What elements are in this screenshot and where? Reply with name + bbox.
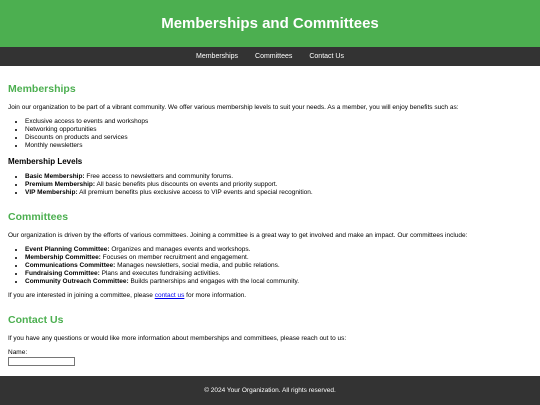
contact-section: [8, 314, 532, 366]
main-nav: [0, 47, 540, 66]
committee-desc: Manages newsletters, social media, and public relations.: [115, 262, 280, 269]
committees-heading: Committees: [8, 211, 69, 223]
committees-intro: Our organization is driven by the efforts of various committees. Joining a committee is a great way to get involved and make an impact. Our committees include:: [8, 232, 468, 239]
level-desc: All premium benefits plus exclusive access to VIP events and special recognition.: [77, 189, 313, 196]
name-field[interactable]: [8, 357, 75, 366]
level-item: [25, 173, 532, 181]
level-desc: All basic benefits plus discounts on events and priority support.: [95, 181, 278, 188]
committee-name: Event Planning Committee:: [25, 246, 110, 253]
nav-link-committees[interactable]: Committees: [255, 53, 293, 60]
committee-item: [25, 270, 532, 278]
contact-form: [8, 349, 532, 366]
committee-item: [25, 254, 532, 262]
contact-us-link[interactable]: contact us: [154, 292, 185, 299]
level-name: Basic Membership:: [25, 173, 85, 180]
join-committee-text: [8, 292, 532, 300]
levels-list: [8, 173, 532, 197]
copyright-text: © 2024 Your Organization. All rights reserved.: [204, 387, 336, 394]
committee-name: Communications Committee:: [25, 262, 116, 269]
join-text-before: If you are interested in joining a committee, please: [8, 292, 155, 299]
committee-name: Fundraising Committee:: [25, 270, 100, 277]
membership-levels-heading: Membership Levels: [8, 157, 83, 166]
memberships-heading: Memberships: [8, 83, 76, 95]
main-content: [8, 66, 532, 366]
nav-link-contact-us[interactable]: Contact Us: [309, 53, 344, 60]
level-item: [25, 189, 532, 197]
level-item: [25, 181, 532, 189]
committee-desc: Builds partnerships and engages with the local community.: [128, 278, 300, 285]
name-label: Name:: [8, 349, 28, 356]
committee-item: [25, 278, 532, 286]
site-footer: [0, 376, 540, 405]
committees-section: [8, 211, 532, 300]
level-desc: Free access to newsletters and community forums.: [84, 173, 234, 180]
committee-desc: Organizes and manages events and workshops.: [109, 246, 251, 253]
benefit-item: • Monthly newsletters: [25, 142, 532, 150]
benefits-list: [8, 118, 532, 150]
committee-item: [25, 262, 532, 270]
committees-list: [8, 246, 532, 286]
memberships-intro: Join our organization to be part of a vibrant community. We offer various membership levels to suit your needs. As a member, you will enjoy benefits such as:: [8, 104, 459, 111]
contact-heading: Contact Us: [8, 314, 64, 326]
level-name: VIP Membership:: [25, 189, 78, 196]
benefit-item: • Exclusive access to events and workshops: [25, 118, 532, 126]
benefit-item: • Discounts on products and services: [25, 134, 532, 142]
benefit-item: • Networking opportunities: [25, 126, 532, 134]
committee-desc: Plans and executes fundraising activities.: [99, 270, 221, 277]
committee-name: Membership Committee:: [25, 254, 101, 261]
site-header: [0, 0, 540, 47]
level-name: Premium Membership:: [25, 181, 96, 188]
contact-intro: If you have any questions or would like more information about memberships and committees, please reach out to us:: [8, 335, 347, 342]
page-title: Memberships and Committees: [161, 15, 379, 32]
join-text-after: for more information.: [184, 292, 247, 299]
committee-desc: Focuses on member recruitment and engagement.: [100, 254, 249, 261]
committee-item: [25, 246, 532, 254]
committee-name: Community Outreach Committee:: [25, 278, 129, 285]
nav-link-memberships[interactable]: Memberships: [196, 53, 239, 60]
memberships-section: [8, 66, 532, 197]
